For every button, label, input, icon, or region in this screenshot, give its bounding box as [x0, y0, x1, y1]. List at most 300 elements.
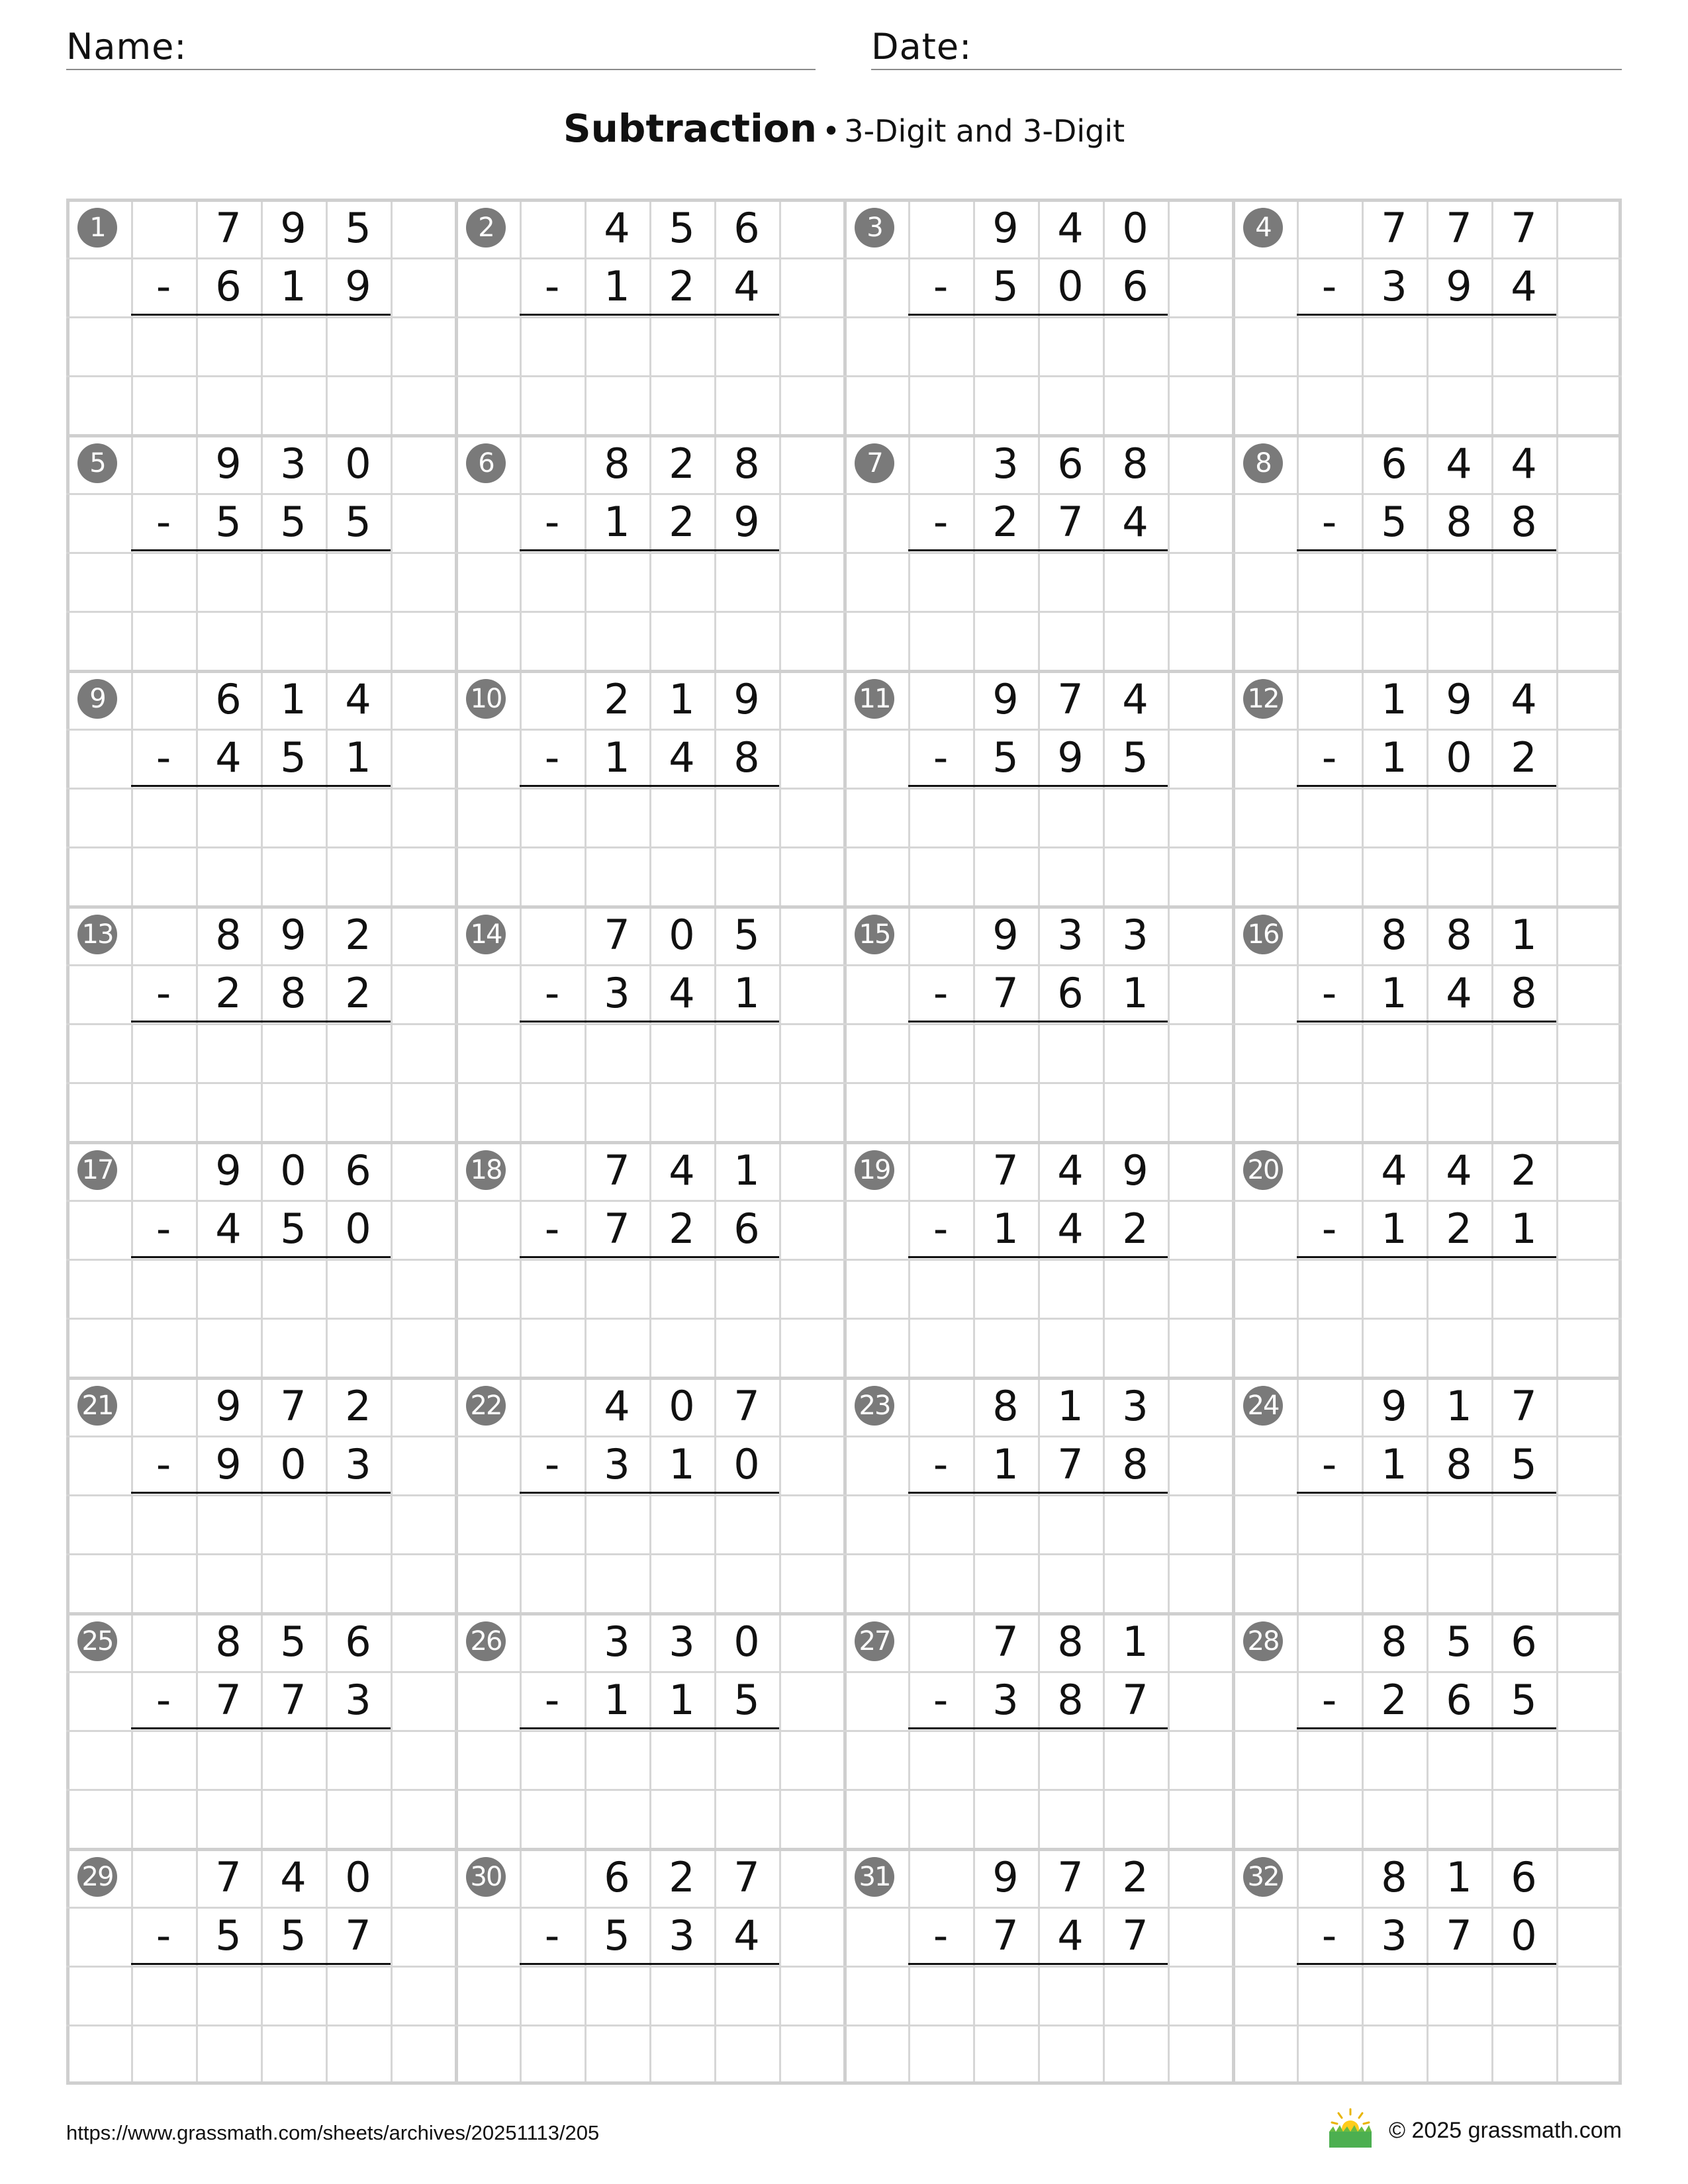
minuend-digit: 0 [280, 1146, 306, 1195]
minus-sign: - [1321, 262, 1337, 310]
minuend-digit: 4 [1057, 204, 1084, 252]
subtrahend-digit: 6 [733, 1205, 760, 1253]
minuend-digit: 9 [1381, 1382, 1407, 1430]
problem-number-badge: 5 [77, 443, 117, 483]
problem-number-badge: 21 [77, 1386, 117, 1426]
minuend-digit: 8 [733, 439, 760, 488]
minuend-digit: 9 [215, 1146, 242, 1195]
subtrahend-digit: 5 [992, 733, 1019, 782]
problem-7 [843, 434, 1232, 670]
subtrahend-digit: 3 [604, 1440, 630, 1488]
minus-sign: - [933, 733, 949, 782]
subtrahend-digit: 1 [669, 1440, 695, 1488]
problem-26 [455, 1612, 843, 1848]
minus-sign: - [1321, 1676, 1337, 1724]
subtrahend-digit: 4 [215, 733, 242, 782]
problem-2 [455, 199, 843, 434]
subtrahend-digit: 1 [1381, 1440, 1407, 1488]
answer-line [520, 1727, 779, 1729]
minus-sign: - [544, 1911, 560, 1960]
subtrahend-digit: 8 [1057, 1676, 1084, 1724]
subtrahend-digit: 7 [215, 1676, 242, 1724]
minuend-digit: 1 [280, 675, 306, 723]
minuend-digit: 6 [1381, 439, 1407, 488]
problem-number-badge: 3 [855, 208, 894, 248]
name-label: Name: [66, 26, 187, 68]
subtrahend-digit: 4 [1057, 1205, 1084, 1253]
minus-sign: - [544, 969, 560, 1017]
minus-sign: - [1321, 733, 1337, 782]
minuend-digit: 1 [669, 675, 695, 723]
subtrahend-digit: 5 [215, 1911, 242, 1960]
subtrahend-digit: 5 [280, 498, 306, 546]
subtrahend-digit: 2 [669, 1205, 695, 1253]
subtrahend-digit: 0 [345, 1205, 371, 1253]
minuend-digit: 1 [733, 1146, 760, 1195]
problem-31 [843, 1848, 1232, 2083]
problem-10 [455, 670, 843, 905]
minuend-digit: 1 [1122, 1617, 1149, 1666]
minuend-digit: 6 [345, 1146, 371, 1195]
minuend-digit: 7 [215, 1853, 242, 1901]
problem-11 [843, 670, 1232, 905]
minuend-digit: 9 [280, 204, 306, 252]
problem-number-badge: 12 [1243, 679, 1283, 719]
problem-number-badge: 17 [77, 1150, 117, 1190]
problem-number-badge: 30 [466, 1857, 506, 1897]
answer-line [520, 549, 779, 551]
subtrahend-digit: 6 [1057, 969, 1084, 1017]
subtrahend-digit: 8 [1511, 498, 1537, 546]
minuend-digit: 6 [1057, 439, 1084, 488]
problem-number-badge: 29 [77, 1857, 117, 1897]
subtrahend-digit: 4 [1122, 498, 1149, 546]
subtrahend-digit: 3 [345, 1676, 371, 1724]
problem-29 [66, 1848, 455, 2083]
minuend-digit: 4 [1122, 675, 1149, 723]
minus-sign: - [544, 733, 560, 782]
title-subtitle: 3-Digit and 3-Digit [844, 113, 1125, 149]
minuend-digit: 9 [215, 1382, 242, 1430]
minus-sign: - [544, 1440, 560, 1488]
minuend-digit: 4 [1511, 675, 1537, 723]
minus-sign: - [544, 1205, 560, 1253]
minuend-digit: 8 [1122, 439, 1149, 488]
answer-line [131, 1256, 391, 1258]
problem-19 [843, 1141, 1232, 1377]
subtrahend-digit: 7 [345, 1911, 371, 1960]
minuend-digit: 7 [1057, 675, 1084, 723]
minuend-digit: 4 [1057, 1146, 1084, 1195]
problem-number-badge: 7 [855, 443, 894, 483]
problem-number-badge: 14 [466, 915, 506, 954]
minus-sign: - [156, 262, 171, 310]
answer-line [908, 1727, 1168, 1729]
subtrahend-digit: 1 [992, 1205, 1019, 1253]
minuend-digit: 6 [345, 1617, 371, 1666]
minuend-digit: 8 [1381, 911, 1407, 959]
problem-24 [1232, 1377, 1620, 1612]
problem-number-badge: 1 [77, 208, 117, 248]
problem-21 [66, 1377, 455, 1612]
title-main: Subtraction [563, 106, 818, 151]
subtrahend-digit: 4 [733, 1911, 760, 1960]
minuend-digit: 9 [280, 911, 306, 959]
subtrahend-digit: 1 [604, 733, 630, 782]
subtrahend-digit: 1 [733, 969, 760, 1017]
answer-line [131, 1021, 391, 1023]
footer-copyright: © 2025 grassmath.com [1389, 2118, 1622, 2143]
problem-23 [843, 1377, 1232, 1612]
minuend-digit: 7 [1511, 1382, 1537, 1430]
problem-number-badge: 15 [855, 915, 894, 954]
subtrahend-digit: 1 [280, 262, 306, 310]
problem-number-badge: 18 [466, 1150, 506, 1190]
problem-number-badge: 31 [855, 1857, 894, 1897]
problem-28 [1232, 1612, 1620, 1848]
subtrahend-digit: 1 [1381, 1205, 1407, 1253]
subtrahend-digit: 7 [992, 1911, 1019, 1960]
minus-sign: - [1321, 969, 1337, 1017]
subtrahend-digit: 2 [1511, 733, 1537, 782]
answer-line [520, 1492, 779, 1494]
subtrahend-digit: 4 [669, 733, 695, 782]
subtrahend-digit: 8 [280, 969, 306, 1017]
date-label: Date: [871, 26, 972, 68]
minuend-digit: 9 [992, 675, 1019, 723]
subtrahend-digit: 2 [669, 498, 695, 546]
problem-number-badge: 19 [855, 1150, 894, 1190]
minuend-digit: 1 [1446, 1382, 1472, 1430]
minus-sign: - [156, 1911, 171, 1960]
subtrahend-digit: 5 [280, 733, 306, 782]
minuend-digit: 7 [604, 1146, 630, 1195]
problem-number-badge: 25 [77, 1621, 117, 1661]
answer-line [131, 314, 391, 316]
subtrahend-digit: 2 [1122, 1205, 1149, 1253]
subtrahend-digit: 7 [1057, 498, 1084, 546]
minuend-digit: 4 [1381, 1146, 1407, 1195]
minus-sign: - [933, 1205, 949, 1253]
problem-number-badge: 27 [855, 1621, 894, 1661]
problem-27 [843, 1612, 1232, 1848]
minuend-digit: 2 [1511, 1146, 1537, 1195]
minuend-digit: 4 [1446, 1146, 1472, 1195]
answer-line [908, 1963, 1168, 1965]
minus-sign: - [156, 1205, 171, 1253]
answer-line [131, 1492, 391, 1494]
problem-number-badge: 20 [1243, 1150, 1283, 1190]
minuend-digit: 8 [215, 1617, 242, 1666]
minuend-digit: 0 [669, 911, 695, 959]
subtrahend-digit: 3 [345, 1440, 371, 1488]
minuend-digit: 3 [604, 1617, 630, 1666]
subtrahend-digit: 3 [669, 1911, 695, 1960]
subtrahend-digit: 9 [733, 498, 760, 546]
minus-sign: - [544, 498, 560, 546]
minus-sign: - [1321, 1440, 1337, 1488]
problem-8 [1232, 434, 1620, 670]
minus-sign: - [156, 1440, 171, 1488]
problem-number-badge: 13 [77, 915, 117, 954]
problem-number-badge: 4 [1243, 208, 1283, 248]
minus-sign: - [933, 262, 949, 310]
subtrahend-digit: 9 [215, 1440, 242, 1488]
minus-sign: - [1321, 1911, 1337, 1960]
minuend-digit: 2 [604, 675, 630, 723]
subtrahend-digit: 3 [604, 969, 630, 1017]
answer-line [131, 549, 391, 551]
minuend-digit: 2 [345, 911, 371, 959]
minuend-digit: 9 [215, 439, 242, 488]
problem-number-badge: 32 [1243, 1857, 1283, 1897]
problem-1 [66, 199, 455, 434]
minuend-digit: 4 [1511, 439, 1537, 488]
minuend-digit: 3 [1057, 911, 1084, 959]
minuend-digit: 0 [345, 439, 371, 488]
subtrahend-digit: 6 [1446, 1676, 1472, 1724]
minuend-digit: 6 [733, 204, 760, 252]
subtrahend-digit: 5 [733, 1676, 760, 1724]
minuend-digit: 6 [604, 1853, 630, 1901]
minus-sign: - [1321, 498, 1337, 546]
minuend-digit: 8 [992, 1382, 1019, 1430]
answer-line [520, 1256, 779, 1258]
minuend-digit: 4 [604, 1382, 630, 1430]
subtrahend-digit: 5 [215, 498, 242, 546]
answer-line [908, 785, 1168, 787]
minus-sign: - [156, 498, 171, 546]
problem-grid [66, 199, 1622, 2085]
answer-line [1297, 1256, 1556, 1258]
answer-line [131, 1963, 391, 1965]
subtrahend-digit: 7 [1122, 1676, 1149, 1724]
subtrahend-digit: 2 [215, 969, 242, 1017]
minuend-digit: 6 [1511, 1853, 1537, 1901]
minuend-digit: 4 [1446, 439, 1472, 488]
minuend-digit: 7 [992, 1617, 1019, 1666]
subtrahend-digit: 4 [215, 1205, 242, 1253]
minuend-digit: 7 [1057, 1853, 1084, 1901]
subtrahend-digit: 0 [280, 1440, 306, 1488]
subtrahend-digit: 1 [345, 733, 371, 782]
subtrahend-digit: 0 [733, 1440, 760, 1488]
subtrahend-digit: 5 [1511, 1676, 1537, 1724]
subtrahend-digit: 0 [1446, 733, 1472, 782]
subtrahend-digit: 8 [1122, 1440, 1149, 1488]
minuend-digit: 8 [1381, 1617, 1407, 1666]
minuend-digit: 6 [1511, 1617, 1537, 1666]
answer-line [1297, 314, 1556, 316]
minuend-digit: 3 [669, 1617, 695, 1666]
problem-number-badge: 10 [466, 679, 506, 719]
subtrahend-digit: 2 [669, 262, 695, 310]
answer-line [520, 1963, 779, 1965]
answer-line [908, 1492, 1168, 1494]
minuend-digit: 3 [992, 439, 1019, 488]
problem-14 [455, 905, 843, 1141]
minus-sign: - [544, 1676, 560, 1724]
minuend-digit: 5 [280, 1617, 306, 1666]
subtrahend-digit: 7 [1057, 1440, 1084, 1488]
problem-32 [1232, 1848, 1620, 2083]
minus-sign: - [1321, 1205, 1337, 1253]
problem-number-badge: 24 [1243, 1386, 1283, 1426]
problem-number-badge: 23 [855, 1386, 894, 1426]
problem-number-badge: 22 [466, 1386, 506, 1426]
problem-number-badge: 6 [466, 443, 506, 483]
subtrahend-digit: 1 [604, 262, 630, 310]
answer-line [1297, 785, 1556, 787]
subtrahend-digit: 1 [1511, 1205, 1537, 1253]
minuend-digit: 7 [604, 911, 630, 959]
minuend-digit: 0 [733, 1617, 760, 1666]
minus-sign: - [156, 733, 171, 782]
minuend-digit: 8 [1381, 1853, 1407, 1901]
answer-line [1297, 1021, 1556, 1023]
problem-6 [455, 434, 843, 670]
subtrahend-digit: 1 [1381, 733, 1407, 782]
subtrahend-digit: 5 [280, 1205, 306, 1253]
problem-12 [1232, 670, 1620, 905]
minuend-digit: 4 [604, 204, 630, 252]
subtrahend-digit: 7 [604, 1205, 630, 1253]
answer-line [520, 785, 779, 787]
subtrahend-digit: 6 [1122, 262, 1149, 310]
minus-sign: - [933, 1676, 949, 1724]
minuend-digit: 7 [1511, 204, 1537, 252]
problem-18 [455, 1141, 843, 1377]
subtrahend-digit: 5 [345, 498, 371, 546]
subtrahend-digit: 8 [1511, 969, 1537, 1017]
subtrahend-digit: 8 [1446, 1440, 1472, 1488]
answer-line [1297, 1963, 1556, 1965]
minuend-digit: 5 [733, 911, 760, 959]
worksheet-title [0, 106, 1688, 151]
subtrahend-digit: 1 [604, 498, 630, 546]
answer-line [908, 549, 1168, 551]
minuend-digit: 4 [280, 1853, 306, 1901]
minus-sign: - [933, 1911, 949, 1960]
minuend-digit: 2 [345, 1382, 371, 1430]
subtrahend-digit: 7 [1446, 1911, 1472, 1960]
minuend-digit: 7 [1381, 204, 1407, 252]
subtrahend-digit: 5 [1511, 1440, 1537, 1488]
minuend-digit: 2 [669, 439, 695, 488]
problem-20 [1232, 1141, 1620, 1377]
answer-line [520, 314, 779, 316]
subtrahend-digit: 1 [1122, 969, 1149, 1017]
subtrahend-digit: 8 [733, 733, 760, 782]
problem-number-badge: 2 [466, 208, 506, 248]
subtrahend-digit: 1 [669, 1676, 695, 1724]
problem-22 [455, 1377, 843, 1612]
subtrahend-digit: 2 [345, 969, 371, 1017]
problem-9 [66, 670, 455, 905]
minuend-digit: 7 [1446, 204, 1472, 252]
minus-sign: - [156, 969, 171, 1017]
minuend-digit: 8 [1057, 1617, 1084, 1666]
minuend-digit: 8 [604, 439, 630, 488]
name-field[interactable] [66, 20, 816, 70]
minuend-digit: 8 [215, 911, 242, 959]
problem-25 [66, 1612, 455, 1848]
minus-sign: - [933, 498, 949, 546]
subtrahend-digit: 1 [604, 1676, 630, 1724]
minuend-digit: 1 [1381, 675, 1407, 723]
minuend-digit: 7 [215, 204, 242, 252]
subtrahend-digit: 8 [1446, 498, 1472, 546]
minuend-digit: 5 [1446, 1617, 1472, 1666]
subtrahend-digit: 7 [992, 969, 1019, 1017]
subtrahend-digit: 4 [669, 969, 695, 1017]
answer-line [1297, 549, 1556, 551]
footer-url: https://www.grassmath.com/sheets/archives/20251113/205 [66, 2121, 600, 2144]
minuend-digit: 1 [1057, 1382, 1084, 1430]
problem-4 [1232, 199, 1620, 434]
date-field[interactable] [871, 20, 1622, 70]
subtrahend-digit: 1 [1381, 969, 1407, 1017]
minuend-digit: 1 [1511, 911, 1537, 959]
subtrahend-digit: 3 [992, 1676, 1019, 1724]
subtrahend-digit: 5 [1381, 498, 1407, 546]
subtrahend-digit: 3 [1381, 1911, 1407, 1960]
minuend-digit: 0 [1122, 204, 1149, 252]
minuend-digit: 7 [733, 1853, 760, 1901]
subtrahend-digit: 4 [733, 262, 760, 310]
subtrahend-digit: 9 [1446, 262, 1472, 310]
minuend-digit: 4 [669, 1146, 695, 1195]
minuend-digit: 2 [669, 1853, 695, 1901]
subtrahend-digit: 4 [1057, 1911, 1084, 1960]
minuend-digit: 5 [345, 204, 371, 252]
problem-5 [66, 434, 455, 670]
subtrahend-digit: 6 [215, 262, 242, 310]
answer-line [1297, 1727, 1556, 1729]
minuend-digit: 6 [215, 675, 242, 723]
answer-line [131, 1727, 391, 1729]
subtrahend-digit: 3 [1381, 262, 1407, 310]
problem-15 [843, 905, 1232, 1141]
minus-sign: - [544, 262, 560, 310]
minuend-digit: 9 [992, 204, 1019, 252]
problem-number-badge: 26 [466, 1621, 506, 1661]
minuend-digit: 0 [669, 1382, 695, 1430]
subtrahend-digit: 0 [1057, 262, 1084, 310]
subtrahend-digit: 4 [1511, 262, 1537, 310]
minuend-digit: 3 [1122, 911, 1149, 959]
problem-3 [843, 199, 1232, 434]
answer-line [1297, 1492, 1556, 1494]
answer-line [520, 1021, 779, 1023]
subtrahend-digit: 5 [280, 1911, 306, 1960]
problem-number-badge: 16 [1243, 915, 1283, 954]
subtrahend-digit: 7 [280, 1676, 306, 1724]
minuend-digit: 3 [280, 439, 306, 488]
problem-17 [66, 1141, 455, 1377]
problem-number-badge: 9 [77, 679, 117, 719]
subtrahend-digit: 5 [992, 262, 1019, 310]
subtrahend-digit: 0 [1511, 1911, 1537, 1960]
subtrahend-digit: 7 [1122, 1911, 1149, 1960]
minus-sign: - [156, 1676, 171, 1724]
subtrahend-digit: 5 [1122, 733, 1149, 782]
answer-line [908, 1256, 1168, 1258]
title-separator: • [822, 113, 841, 149]
minus-sign: - [933, 1440, 949, 1488]
answer-line [908, 314, 1168, 316]
minuend-digit: 8 [1446, 911, 1472, 959]
